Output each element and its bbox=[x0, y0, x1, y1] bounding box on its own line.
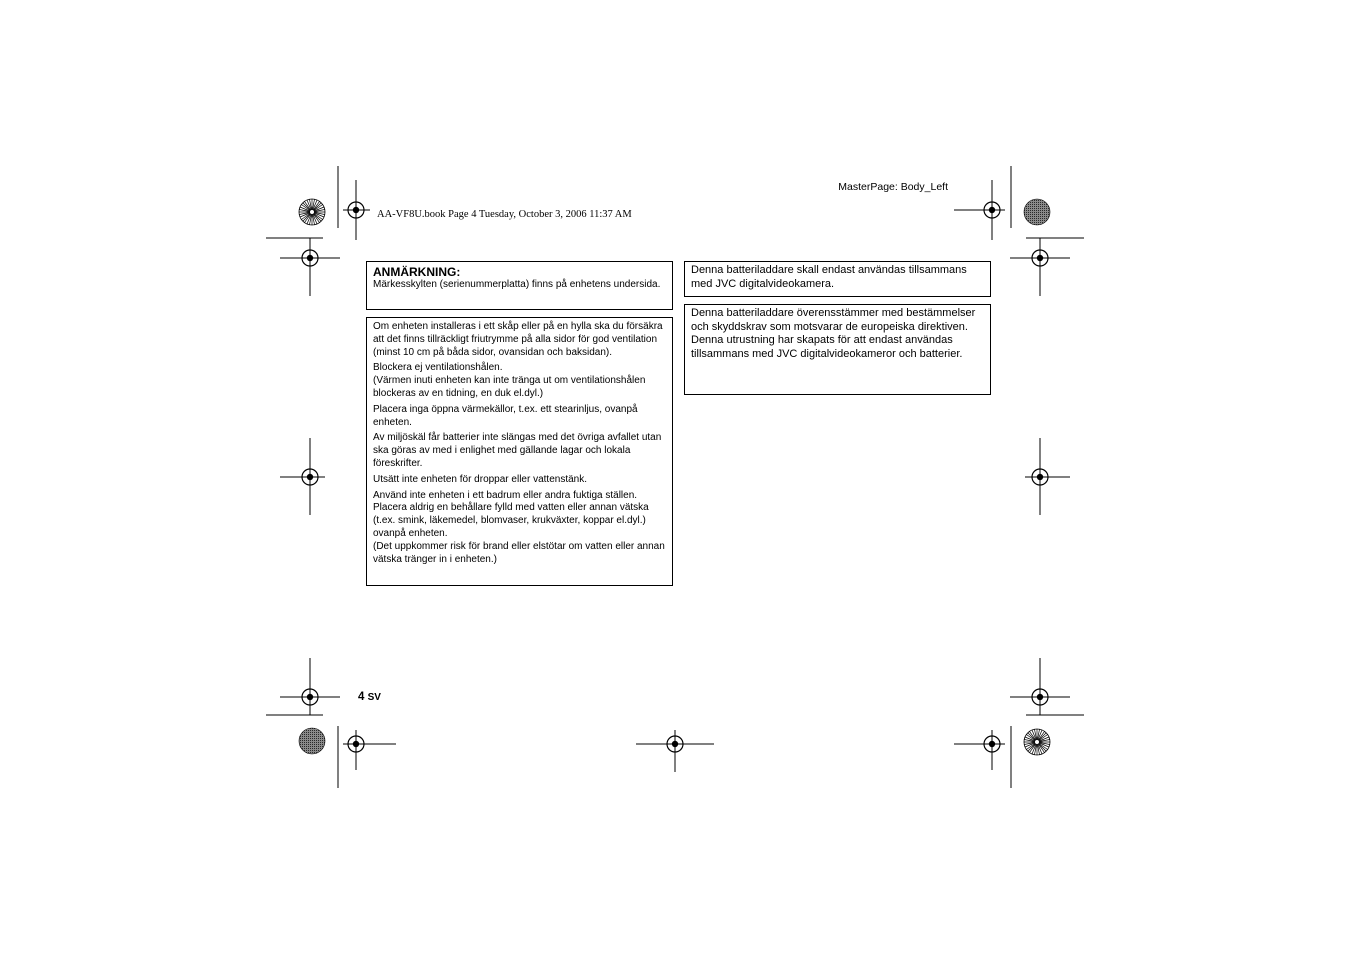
safety-paragraph: Utsätt inte enheten för droppar eller vattenstänk. bbox=[373, 473, 588, 485]
safety-paragraph: (Det uppkommer risk för brand eller elstötar om vatten eller annan vätska tränger in i enheten.) bbox=[373, 540, 665, 565]
safety-paragraph: Om enheten installeras i ett skåp eller på en hylla ska du försäkra att det finns tillräckligt friutrymme på alla sidor för god ventilation (minst 10 cm på båda sidor, ovansidan och baksidan). bbox=[373, 321, 663, 358]
safety-paragraph: Blockera ej ventilationshålen. bbox=[373, 362, 503, 374]
note-heading: ANMÄRKNING: bbox=[373, 265, 461, 279]
safety-box bbox=[366, 317, 673, 586]
page-number bbox=[358, 691, 381, 703]
safety-paragraph: (Värmen inuti enheten kan inte tränga ut om ventilationshålen blockeras av en tidning, en duk el.dyl.) bbox=[373, 375, 646, 399]
note-box bbox=[366, 261, 673, 310]
compliance-text-2: Denna utrustning har skapats för att endast användas tillsammans med JVC digitalvideokameror och batterier. bbox=[691, 334, 963, 361]
starburst-icon bbox=[299, 199, 325, 225]
safety-paragraph: Placera aldrig en behållare fylld med vatten eller annan vätska (t.ex. smink, läkemedel, blomvaser, krukväxter, koppar el.dyl.) ovanpå enheten. bbox=[373, 502, 649, 539]
starburst-icon bbox=[1024, 729, 1050, 755]
safety-paragraph: Av miljöskäl får batterier inte slängas med det övriga avfallet utan ska göras av med i enlighet med gällande lagar och lokala föreskrifter. bbox=[373, 432, 662, 469]
safety-paragraph: Använd inte enheten i ett badrum eller andra fuktiga ställen. bbox=[373, 489, 638, 501]
halftone-disc-icon bbox=[1024, 199, 1050, 225]
book-slug-line: AA-VF8U.book Page 4 Tuesday, October 3, 2006 11:37 AM bbox=[377, 209, 632, 220]
compliance-text-1: Denna batteriladdare överensstämmer med bestämmelser och skyddskrav som motsvarar de europeiska direktiven. bbox=[691, 307, 976, 333]
halftone-disc-icon bbox=[299, 728, 325, 754]
language-code: SV bbox=[367, 692, 381, 703]
master-page-label: MasterPage: Body_Left bbox=[838, 181, 948, 193]
safety-paragraph: Placera inga öppna värmekällor, t.ex. ett stearinljus, ovanpå enheten. bbox=[373, 403, 638, 428]
compliance-box bbox=[684, 304, 991, 395]
charger-text: Denna batteriladdare skall endast användas tillsammans med JVC digitalvideokamera. bbox=[691, 264, 967, 290]
note-text: Märkesskylten (serienummerplatta) finns på enhetens undersida. bbox=[373, 279, 661, 290]
charger-box bbox=[684, 261, 991, 297]
page-number-value: 4 bbox=[358, 691, 365, 703]
